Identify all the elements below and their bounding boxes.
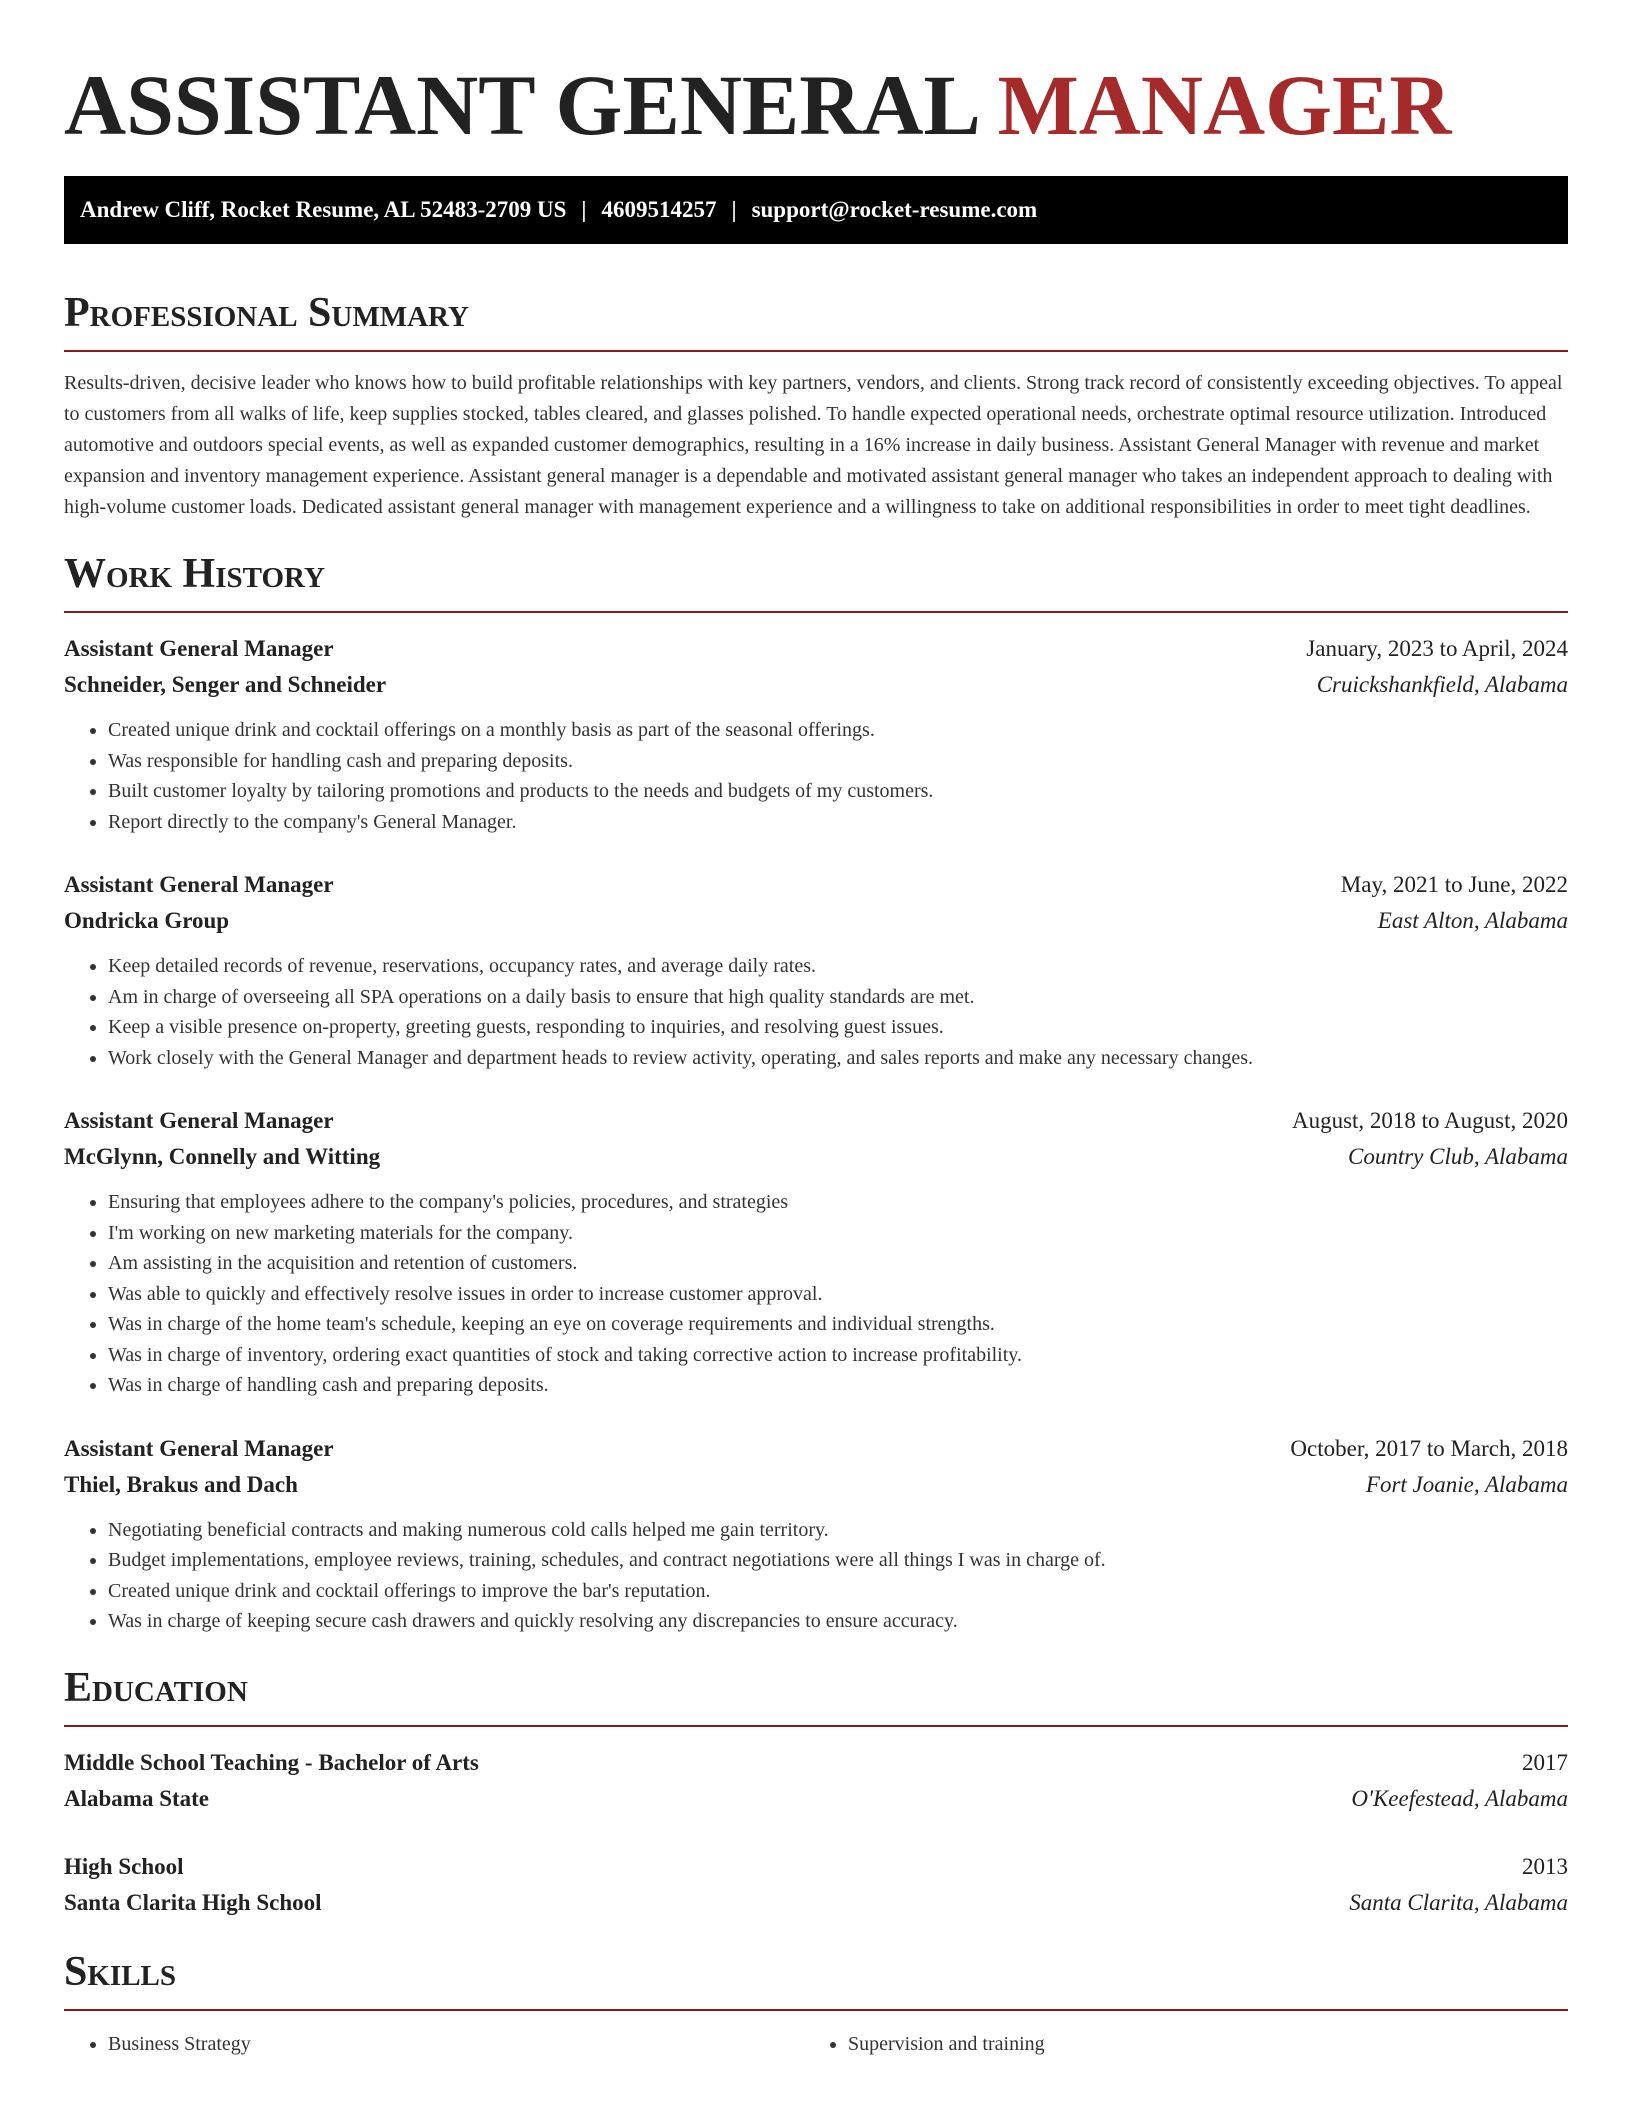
education-degree: Middle School Teaching - Bachelor of Arts	[64, 1749, 479, 1775]
education-heading: Education	[64, 1663, 1568, 1727]
education-year: 2013	[1522, 1853, 1568, 1879]
summary-heading: Professional Summary	[64, 288, 1568, 352]
job-bullets	[64, 1187, 1568, 1401]
work-history-heading: Work History	[64, 549, 1568, 613]
skills-column-right	[804, 2029, 1544, 2059]
summary-text: Results-driven, decisive leader who knows how to build profitable relationships with key partners, vendors, and clients. Strong track record of consistently exceeding objectives. To appeal to customers from all walks of life, keep supplies stocked, tables cleared, and glasses polished. To handle expected operational needs, orchestrate optimal resource utilization. Introduced automotive and outdoors special events, as well as expanded customer demographics, resulting in a 16% increase in daily business. Assistant General Manager with revenue and market expansion and inventory management experience. Assistant general manager is a dependable and motivated assistant general manager who takes an independent approach to dealing with high-volume customer loads. Dedicated assistant general manager with management experience and a willingness to take on additional responsibilities in order to meet tight deadlines.	[64, 372, 1563, 518]
job-bullet: • Budget implementations, employee reviews, training, schedules, and contract negotiations were all things I was in charge of.	[108, 1545, 1568, 1576]
job-title: Assistant General Manager	[64, 1108, 334, 1133]
skill-item: • Business Strategy	[108, 2029, 804, 2059]
job-company: McGlynn, Connelly and Witting	[64, 1144, 381, 1169]
job-bullets	[64, 951, 1568, 1073]
job-dates: May, 2021 to June, 2022	[1340, 872, 1568, 897]
contact-phone: 4609514257	[601, 197, 717, 222]
job-bullet: • Am assisting in the acquisition and retention of customers.	[108, 1248, 1568, 1279]
job-entry	[64, 631, 1568, 837]
contact-email: support@rocket-resume.com	[751, 197, 1038, 222]
resume-page	[64, 0, 1568, 2059]
job-location: Fort Joanie, Alabama	[1365, 1471, 1568, 1497]
job-bullet: • Built customer loyalty by tailoring promotions and products to the needs and budgets of my customers.	[108, 776, 1568, 807]
job-company: Schneider, Senger and Schneider	[64, 672, 387, 697]
job-dates: October, 2017 to March, 2018	[1290, 1435, 1568, 1461]
job-entry	[64, 867, 1568, 1073]
job-title: Assistant General Manager	[64, 636, 334, 661]
job-bullets	[64, 1515, 1568, 1637]
job-bullet: • Am in charge of overseeing all SPA operations on a daily basis to ensure that high quality standards are met.	[108, 982, 1568, 1013]
education-location: Santa Clarita, Alabama	[1349, 1889, 1568, 1915]
education-school: Alabama State	[64, 1785, 210, 1811]
job-bullet: • Keep detailed records of revenue, reservations, occupancy rates, and average daily rates.	[108, 951, 1568, 982]
job-bullet: • Was in charge of keeping secure cash drawers and quickly resolving any discrepancies to ensure accuracy.	[108, 1606, 1568, 1637]
job-location: Cruickshankfield, Alabama	[1316, 672, 1568, 697]
job-bullet: • Work closely with the General Manager and department heads to review activity, operating, and sales reports and make any necessary changes.	[108, 1043, 1568, 1074]
contact-bar	[64, 176, 1568, 244]
job-bullet: • Created unique drink and cocktail offerings on a monthly basis as part of the seasonal offerings.	[108, 715, 1568, 746]
education-school: Santa Clarita High School	[64, 1889, 322, 1915]
job-bullet: • Was responsible for handling cash and preparing deposits.	[108, 746, 1568, 777]
education-location: O'Keefestead, Alabama	[1351, 1785, 1568, 1811]
job-title: Assistant General Manager	[64, 872, 334, 897]
job-bullet: • Created unique drink and cocktail offerings to improve the bar's reputation.	[108, 1576, 1568, 1607]
skills-column-left	[64, 2029, 804, 2059]
skill-item: • Supervision and training	[848, 2029, 1544, 2059]
job-bullets	[64, 715, 1568, 837]
job-title: Assistant General Manager	[64, 1435, 334, 1461]
skills-list	[64, 2029, 1568, 2059]
job-bullet: • Was in charge of handling cash and preparing deposits.	[108, 1370, 1568, 1401]
job-bullet: • Keep a visible presence on-property, greeting guests, responding to inquiries, and resolving guest issues.	[108, 1012, 1568, 1043]
education-entry	[64, 1745, 1568, 1817]
education-year: 2017	[1522, 1749, 1568, 1775]
job-location: Country Club, Alabama	[1347, 1144, 1568, 1169]
job-dates: January, 2023 to April, 2024	[1306, 636, 1568, 661]
job-bullet: • Negotiating beneficial contracts and making numerous cold calls helped me gain territory.	[108, 1515, 1568, 1546]
contact-separator: |	[731, 197, 737, 222]
education-entry	[64, 1849, 1568, 1921]
job-entry	[64, 1431, 1568, 1637]
title-main: ASSISTANT GENERAL	[64, 57, 977, 153]
job-entry	[64, 1103, 1568, 1401]
contact-separator: |	[581, 197, 587, 222]
resume-title	[64, 55, 1568, 155]
job-bullet: • Report directly to the company's General Manager.	[108, 807, 1568, 838]
job-location: East Alton, Alabama	[1377, 908, 1568, 933]
job-bullet: • Was in charge of inventory, ordering exact quantities of stock and taking corrective action to increase profitability.	[108, 1340, 1568, 1371]
job-bullet: • I'm working on new marketing materials for the company.	[108, 1218, 1568, 1249]
education-degree: High School	[64, 1853, 184, 1879]
job-bullet: • Was able to quickly and effectively resolve issues in order to increase customer approval.	[108, 1279, 1568, 1310]
job-company: Thiel, Brakus and Dach	[64, 1471, 298, 1497]
job-company: Ondricka Group	[64, 908, 230, 933]
title-accent: MANAGER	[997, 57, 1452, 153]
skills-heading: Skills	[64, 1947, 1568, 2011]
job-dates: August, 2018 to August, 2020	[1291, 1108, 1568, 1133]
job-bullet: • Was in charge of the home team's schedule, keeping an eye on coverage requirements and individual strengths.	[108, 1309, 1568, 1340]
job-bullet: • Ensuring that employees adhere to the company's policies, procedures, and strategies	[108, 1187, 1568, 1218]
contact-address: Andrew Cliff, Rocket Resume, AL 52483-2709 US	[80, 197, 567, 222]
